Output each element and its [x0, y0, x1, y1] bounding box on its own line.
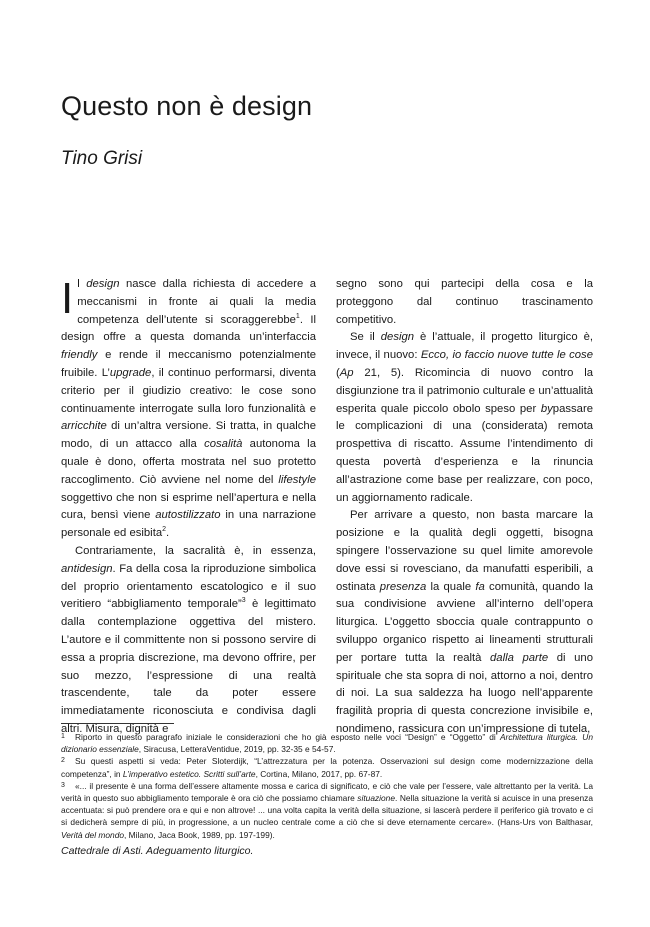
paragraph-continued: segno sono qui partecipi della cosa e la proteggono dal continuo trascinamento competitivo. — [336, 278, 593, 326]
text-run: 21, 5). Ricomincia di nuovo contro la disgiunzione tra il patrimonio culturale e un’attualità esperita quale piccolo obolo speso per — [336, 366, 593, 415]
text-run: autonoma la quale è dono, offerta mostrata nel suo protetto raccoglimento. Ciò avviene nel nome del — [61, 438, 316, 486]
text-run: comunità, quando la sua condivisione avviene all’interno dell’opera liturgica. L’oggetto sboccia quale contrappunto o sviluppo organico rispetto ai lineamenti strutturali per portare tutta la realtà — [336, 580, 593, 664]
text-run: , il continuo performarsi, diventa criterio per il giudizio creativo: le cose sono continuamente interrogate sulla loro funzionalità e — [61, 366, 316, 415]
text-run: la quale — [426, 580, 476, 593]
paragraph-4 — [336, 507, 593, 738]
footnote-number: 3 — [61, 781, 65, 789]
text-run: l — [77, 278, 87, 290]
footnote-3 — [61, 780, 593, 841]
right-column — [336, 276, 593, 739]
text-run-italic: Architettura liturgica. Un dizionario essenziale — [61, 732, 593, 755]
author-name: Tino Grisi — [61, 148, 143, 169]
text-run: Riporto in questo paragrafo iniziale le considerazioni che ho già esposto nelle voci “Design” e “Oggetto” di — [75, 732, 500, 742]
text-run: . Nella situazione la verità si acuisce in una presenza accentuata: si può prendere ora e qui e non altrove! ... una volta capita la verità della situazione, si lascerà perdere il periferico già trovato e ci si dedicherà sempre di più, in progressione, a un nucleo centrale come a ciò che si deve eternamente cercare». (Hans-Urs von Balthasar, — [61, 793, 593, 828]
text-run-italic: dalla parte — [490, 651, 549, 664]
paragraph-1 — [61, 276, 316, 543]
text-run: . Il design offre a questa domanda un’interfaccia — [61, 313, 316, 344]
text-run-italic: Verità del mondo — [61, 829, 125, 840]
text-run: soggettivo che non si esprime nell’apertura e nella cura, bensì viene — [61, 491, 316, 522]
text-run-italic: lifestyle — [278, 473, 316, 486]
text-run: . — [166, 527, 170, 540]
footnote-1 — [61, 731, 593, 755]
text-run: , Siracusa, LetteraVentidue, 2019, pp. 32-35 e 54-57. — [138, 744, 336, 755]
text-run: Per arrivare a questo, non basta marcare la posizione e la qualità degli oggetti, bisogna spingere l’osservazione su quel limite amorevole dove essi si rovesciano, da manufatti esperibili, a ostinata — [336, 509, 593, 593]
paragraph-2 — [61, 543, 316, 739]
text-run-italic: L’imperativo estetico. Scritti sull’arte — [122, 768, 256, 779]
text-run: di uno spirituale che sta sopra di noi, attorno a noi, dentro di noi. La sua saldezza ha luogo nell’apparente fragilità propria di questa concrezione invisibile e, nondimeno, rassicura con un’impressione di tutela, — [336, 651, 593, 735]
text-run: Contrariamente, la sacralità è, in essenza, — [75, 544, 316, 557]
image-caption: Cattedrale di Asti. Adeguamento liturgico. — [61, 845, 254, 857]
text-run: è l’attuale, il progetto liturgico è, invece, il nuovo: — [336, 331, 593, 362]
article-title: Questo non è design — [61, 91, 313, 121]
footnote-ref-1[interactable]: 1 — [295, 312, 300, 320]
footnote-2 — [61, 755, 593, 779]
text-run-italic: fa — [475, 580, 485, 593]
text-run-italic: cosalità — [204, 438, 243, 451]
text-run: «... il presente è una forma dell’essere altamente mossa e carica di significato, e ciò che vale per l’essere, vale altrettanto per la verità. La verità in questo suo abbigliamento temporale è ora ciò che possiamo chiamare — [61, 780, 593, 804]
text-run-italic: antidesign — [61, 562, 113, 575]
text-run-italic: Ecco, io faccio nuove tutte le cose — [420, 349, 593, 362]
footnote-number: 1 — [61, 733, 65, 740]
text-run: , Cortina, Milano, 2017, pp. 67-87. — [255, 768, 383, 779]
text-run: è legittimato dalla contemplazione oggettiva del mistero. L’autore e il committente non si possono servire di essa a propria discrezione, ma devono offrire, per suo mezzo, l’espressione di una realtà trascendente, tale da poter essere immediatamente riconosciuta e condivisa dagli altri. Misura, dignità e — [61, 598, 316, 735]
text-run: in una narrazione personale ed esibita — [61, 509, 316, 540]
text-run: di un’altra versione. Si tratta, in qualche modo, di un attacco alla — [61, 420, 316, 451]
paragraph-3 — [336, 329, 593, 507]
text-run-italic: by — [540, 402, 553, 415]
text-run: Su questi aspetti si veda: Peter Sloterdijk, “L’attrezzatura per la potenza. Osservazioni sul design come modernizzazione della competenza”, in — [61, 756, 593, 779]
footnotes — [61, 731, 593, 841]
text-run-italic: autostilizzato — [155, 509, 221, 522]
text-run-italic: arricchite — [61, 420, 107, 433]
text-run-italic: upgrade — [109, 366, 152, 379]
text-run-italic: presenza — [379, 580, 427, 593]
left-column — [61, 276, 316, 739]
text-run-italic: situazione — [357, 793, 395, 804]
footnote-divider — [61, 723, 174, 724]
text-run: Se il — [350, 331, 381, 344]
text-run: , Milano, Jaca Book, 1989, pp. 197-199). — [124, 829, 275, 840]
footnote-ref-3[interactable]: 3 — [241, 597, 246, 605]
text-run: ( — [336, 366, 340, 379]
text-run: nasce dalla richiesta di accedere a meccanismi in fronte ai quali la media competenza dell’utente si scoraggerebbe — [77, 278, 316, 326]
text-run: . Fa della cosa la riproduzione simbolica del proprio orientamento escatologico e il suo veritiero “abbigliamento temporale” — [61, 562, 316, 611]
footnote-number: 2 — [61, 757, 65, 765]
drop-cap: I — [61, 274, 74, 323]
text-run-italic: design — [380, 331, 415, 344]
text-run: e rende il meccanismo potenzialmente fruibile. L’ — [61, 349, 316, 379]
text-run-italic: design — [86, 278, 120, 290]
text-run: passare le complicazioni di una (considerata) remota prospettiva di riscatto. Assume l’intendimento di questa povertà d’esperienza e la rinuncia all’astrazione come base per realizzare, con poco, un aggiornamento radicale. — [336, 402, 593, 504]
text-run-italic: friendly — [61, 349, 98, 362]
text-run-italic: Ap — [339, 366, 354, 379]
footnote-ref-2[interactable]: 2 — [162, 526, 167, 534]
